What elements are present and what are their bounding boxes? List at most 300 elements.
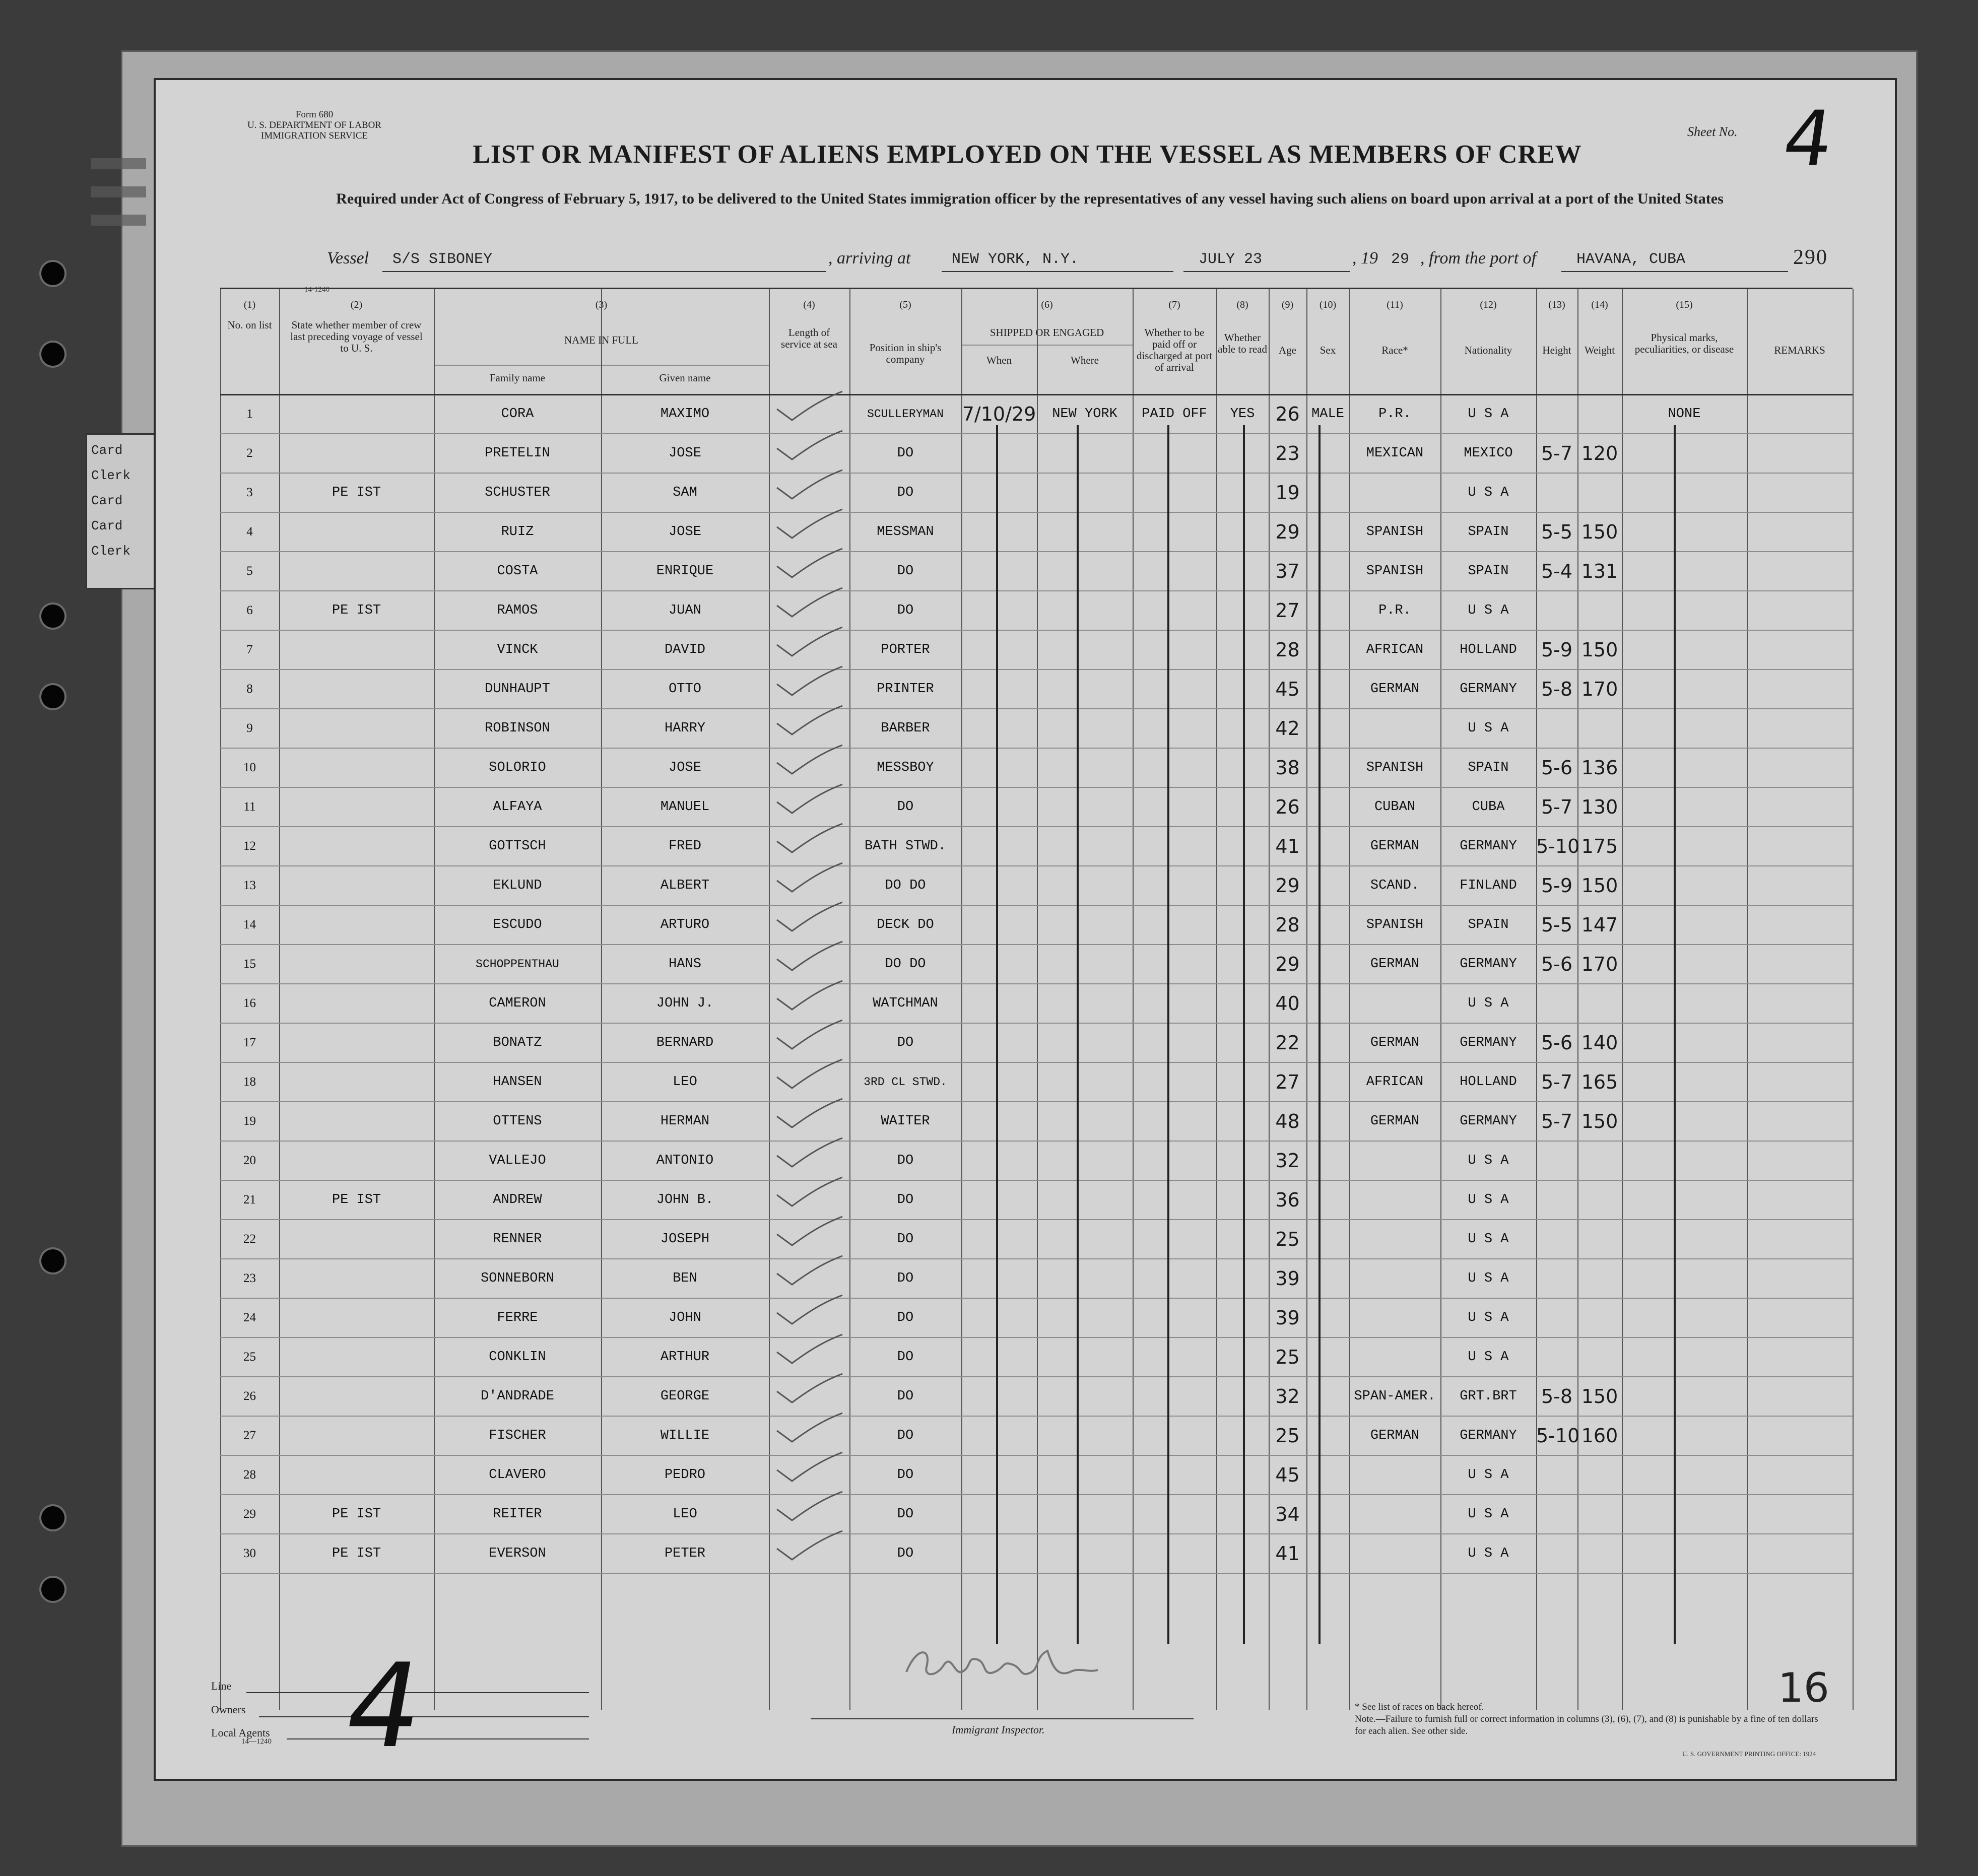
cell-race — [1349, 1146, 1440, 1176]
cell-family: BONATZ — [493, 1035, 542, 1050]
row-rule — [220, 826, 1853, 827]
cell-age: 28 — [1275, 639, 1300, 661]
service-check-stroke — [777, 1177, 842, 1206]
cell-nationality: U S A — [1468, 1271, 1509, 1286]
row-rule — [220, 1180, 1853, 1181]
column-rule — [1853, 289, 1854, 1710]
service-check-icon — [772, 1489, 847, 1524]
form-header — [236, 109, 392, 141]
binder-hole — [41, 343, 64, 366]
service-check-stroke — [777, 1452, 842, 1481]
cell-family: CLAVERO — [489, 1467, 546, 1483]
cell-given: HARRY — [664, 721, 705, 736]
cell-given: JOSE — [669, 760, 701, 775]
vessel-label: Vessel — [327, 249, 369, 267]
cell-position: DO — [897, 1035, 914, 1050]
cell-age: 23 — [1275, 442, 1300, 464]
cell-position: PORTER — [881, 642, 930, 657]
cell-height — [1536, 1146, 1577, 1176]
service-check-stroke — [777, 706, 842, 734]
service-check-stroke — [777, 431, 842, 459]
header-when: When — [986, 354, 1012, 366]
cell-age: 32 — [1275, 1150, 1300, 1172]
cell-position: DO — [897, 1271, 914, 1286]
cell-weight — [1577, 1224, 1622, 1254]
cell-age: 45 — [1275, 1464, 1300, 1486]
cell-height: 5-9 — [1541, 639, 1573, 661]
row-rule — [220, 512, 1853, 513]
footer-notes — [1355, 1701, 1828, 1737]
cell-prev — [279, 1106, 434, 1136]
cell-family: ESCUDO — [493, 917, 542, 932]
cell-position: BARBER — [881, 721, 930, 736]
cell-age: 28 — [1275, 914, 1300, 936]
cell-age: 38 — [1275, 757, 1300, 779]
port-underline — [1561, 271, 1788, 272]
owners-field — [259, 1716, 589, 1717]
ditto-line — [1077, 425, 1079, 1644]
row-rule — [220, 1416, 1853, 1417]
cell-height: 5-6 — [1541, 1032, 1573, 1054]
cell-position: DO — [897, 1507, 914, 1522]
cell-race: GERMAN — [1370, 1114, 1420, 1129]
cell-race: GERMAN — [1370, 839, 1420, 854]
cell-given: ARTURO — [660, 917, 710, 932]
cell-nationality: GERMANY — [1460, 682, 1517, 697]
page-title: LIST OR MANIFEST OF ALIENS EMPLOYED ON THE VESSEL AS MEMBERS OF CREW — [473, 140, 1582, 169]
service-check-icon — [772, 1253, 847, 1289]
cell-family: COSTA — [497, 564, 538, 579]
service-check-stroke — [777, 391, 842, 420]
cell-given: PEDRO — [664, 1467, 705, 1483]
sheet-number: 4 — [1778, 95, 1838, 183]
cell-family: ALFAYA — [493, 799, 542, 815]
header-subrule — [961, 345, 1133, 346]
cell-given: JOHN B. — [656, 1192, 714, 1208]
cell-age: 34 — [1275, 1503, 1300, 1525]
cell-age: 26 — [1275, 403, 1300, 425]
cell-position: DO — [897, 1310, 914, 1325]
binder-hole — [41, 1578, 64, 1601]
page-id: 290 — [1793, 246, 1828, 269]
cell-nationality: CUBA — [1472, 799, 1505, 815]
department-name: U. S. DEPARTMENT OF LABOR — [247, 120, 381, 130]
cell-family: CORA — [501, 407, 534, 422]
header-c6-num: (6) — [1041, 299, 1053, 310]
cell-position: WATCHMAN — [873, 996, 938, 1011]
cell-weight: 170 — [1581, 678, 1618, 700]
cell-given: JOSEPH — [660, 1232, 710, 1247]
cell-prev — [279, 831, 434, 861]
cell-prev — [279, 1028, 434, 1058]
binder-hole — [41, 1249, 64, 1272]
header-c3: NAME IN FULL — [564, 334, 638, 346]
cell-weight — [1577, 399, 1622, 429]
cell-height: 5-7 — [1541, 796, 1573, 818]
service-check-icon — [772, 507, 847, 542]
cell-position: DO — [897, 485, 914, 500]
cell-nationality: GERMANY — [1460, 1428, 1517, 1443]
row-rule — [220, 1337, 1853, 1338]
line-label: Line — [211, 1680, 232, 1692]
cell-age: 22 — [1275, 1032, 1300, 1054]
side-card-line: Clerk — [91, 544, 131, 559]
row-rule — [220, 787, 1853, 788]
service-check-icon — [772, 664, 847, 699]
service-check-stroke — [777, 549, 842, 577]
cell-given: PETER — [664, 1546, 705, 1561]
cell-nationality: SPAIN — [1468, 564, 1509, 579]
side-card-line: Clerk — [91, 468, 131, 483]
cell-given: JOSE — [669, 446, 701, 461]
cell-nationality: GERMANY — [1460, 1035, 1517, 1050]
cell-position: DO — [897, 1546, 914, 1561]
column-rule — [961, 289, 962, 1710]
cell-prev — [279, 1421, 434, 1451]
cell-position: MESSMAN — [877, 524, 934, 540]
cell-weight: 150 — [1581, 521, 1618, 543]
cell-prev — [279, 910, 434, 940]
cell-no: 17 — [243, 1036, 256, 1049]
cell-race: GERMAN — [1370, 1035, 1420, 1050]
cell-given: GEORGE — [660, 1389, 710, 1404]
cell-height: 5-10 — [1536, 835, 1580, 857]
owners-label: Owners — [211, 1703, 246, 1716]
cell-nationality: U S A — [1468, 1350, 1509, 1365]
binder-hole — [41, 685, 64, 708]
service-check-icon — [772, 585, 847, 621]
cell-height: 5-6 — [1541, 757, 1573, 779]
printing-office: U. S. GOVERNMENT PRINTING OFFICE: 1924 — [1682, 1750, 1816, 1758]
cell-race: GERMAN — [1370, 957, 1420, 972]
service-check-icon — [772, 1057, 847, 1092]
service-check-icon — [772, 1371, 847, 1406]
cell-age: 27 — [1275, 1071, 1300, 1093]
cell-family: ANDREW — [493, 1192, 542, 1208]
arriving-label: , arriving at — [828, 249, 911, 267]
service-check-icon — [772, 1018, 847, 1053]
cell-family: PRETELIN — [485, 446, 550, 461]
row-rule — [220, 1101, 1853, 1102]
header-c11-num: (11) — [1387, 299, 1403, 310]
row-rule — [220, 748, 1853, 749]
header-c10: Sex — [1320, 344, 1336, 356]
cell-prev — [279, 438, 434, 468]
arrival-date: JULY 23 — [1199, 251, 1263, 268]
binder-hole — [41, 262, 64, 285]
ditto-line — [1674, 425, 1676, 1644]
cell-age: 40 — [1275, 992, 1300, 1015]
cell-age: 37 — [1275, 560, 1300, 582]
cell-age: 39 — [1275, 1307, 1300, 1329]
service-check-icon — [772, 428, 847, 463]
header-c12-num: (12) — [1480, 299, 1497, 310]
cell-no: 21 — [243, 1193, 256, 1207]
column-rule — [769, 289, 770, 1710]
service-check-stroke — [777, 1492, 842, 1520]
header-c8: Whether able to read — [1218, 331, 1267, 355]
cell-family: DUNHAUPT — [485, 682, 550, 697]
cell-no: 13 — [243, 879, 256, 892]
cell-race — [1349, 1538, 1440, 1569]
row-rule — [220, 551, 1853, 552]
column-rule — [1622, 289, 1623, 1710]
cell-family: OTTENS — [493, 1114, 542, 1129]
inspector-label: Immigrant Inspector. — [952, 1723, 1045, 1736]
cell-age: 39 — [1275, 1267, 1300, 1290]
cell-given: LEO — [673, 1075, 697, 1090]
header-c2-num: (2) — [350, 299, 363, 310]
cell-nationality: SPAIN — [1468, 760, 1509, 775]
service-check-icon — [772, 625, 847, 660]
cell-race — [1349, 713, 1440, 744]
cell-no: 6 — [246, 604, 253, 617]
cell-weight — [1577, 1146, 1622, 1176]
cell-height: 5-8 — [1541, 678, 1573, 700]
penalty-note: Note.—Failure to furnish full or correct information in columns (3), (6), (7), and (8) is punishable by a fine of ten dollars for each alien. See other side. — [1355, 1714, 1818, 1736]
signature-line — [811, 1718, 1194, 1719]
service-check-stroke — [777, 666, 842, 695]
cell-prev — [279, 792, 434, 822]
cell-nationality: U S A — [1468, 1153, 1509, 1168]
cell-race — [1349, 1263, 1440, 1294]
cell-height — [1536, 1342, 1577, 1372]
service-check-stroke — [777, 784, 842, 813]
cell-no: 9 — [246, 721, 253, 735]
cell-height — [1536, 595, 1577, 626]
cell-weight: 120 — [1581, 442, 1618, 464]
cell-prev — [279, 1146, 434, 1176]
header-c9: Age — [1279, 344, 1296, 356]
cell-height — [1536, 478, 1577, 508]
service-check-icon — [772, 939, 847, 974]
row-rule — [220, 1141, 1853, 1142]
cell-prev — [279, 1263, 434, 1294]
races-note: * See list of races on back hereof. — [1355, 1702, 1484, 1712]
header-remarks: REMARKS — [1774, 344, 1825, 356]
header-c5: Position in ship's company — [869, 342, 942, 365]
header-c13-num: (13) — [1548, 299, 1565, 310]
cell-race: AFRICAN — [1366, 1075, 1424, 1090]
cell-family: VINCK — [497, 642, 538, 657]
cell-family: SCHOPPENTHAU — [476, 958, 559, 971]
cell-race: GERMAN — [1370, 1428, 1420, 1443]
cell-age: 29 — [1275, 521, 1300, 543]
cell-no: 4 — [246, 525, 253, 539]
cell-weight — [1577, 1303, 1622, 1333]
cell-no: 8 — [246, 682, 253, 696]
service-check-stroke — [777, 824, 842, 852]
header-c4-num: (4) — [803, 299, 815, 310]
row-rule — [220, 669, 1853, 670]
service-check-icon — [772, 978, 847, 1014]
date-underline — [1183, 271, 1350, 272]
cell-given: JOHN — [669, 1310, 701, 1325]
service-check-stroke — [777, 1413, 842, 1442]
service-check-icon — [772, 860, 847, 896]
service-check-stroke — [777, 1531, 842, 1560]
cell-race — [1349, 1460, 1440, 1490]
cell-given: DAVID — [664, 642, 705, 657]
cell-height: 5-5 — [1541, 914, 1573, 936]
vessel-underline — [382, 271, 826, 272]
cell-position: WAITER — [881, 1114, 930, 1129]
service-check-icon — [772, 743, 847, 778]
service-check-stroke — [777, 863, 842, 892]
cell-age: 19 — [1275, 482, 1300, 504]
handwritten-list-number: 4 — [335, 1639, 433, 1774]
header-c6: SHIPPED OR ENGAGED — [990, 326, 1104, 339]
cell-no: 1 — [246, 407, 253, 421]
cell-nationality: U S A — [1468, 407, 1509, 422]
cell-weight — [1577, 988, 1622, 1019]
inspector-signature — [896, 1637, 1108, 1697]
cell-nationality: U S A — [1468, 1546, 1509, 1561]
cell-position: DO — [897, 446, 914, 461]
header-c4: Length of service at sea — [781, 326, 837, 350]
cell-family: FERRE — [497, 1310, 538, 1325]
cell-prev — [279, 870, 434, 901]
service-check-stroke — [777, 942, 842, 970]
service-check-stroke — [777, 745, 842, 774]
cell-no: 14 — [243, 918, 256, 931]
service-check-stroke — [777, 1099, 842, 1127]
service-check-icon — [772, 389, 847, 424]
cell-nationality: SPAIN — [1468, 917, 1509, 932]
row-rule — [220, 1219, 1853, 1220]
cell-no: 7 — [246, 643, 253, 656]
cell-family: CONKLIN — [489, 1350, 546, 1365]
cell-given: ARTHUR — [660, 1350, 710, 1365]
cell-weight — [1577, 1185, 1622, 1215]
cell-prev — [279, 1224, 434, 1254]
cell-nationality: GRT.BRT — [1460, 1389, 1517, 1404]
row-rule — [220, 708, 1853, 709]
cell-no: 25 — [243, 1350, 256, 1364]
row-rule — [220, 905, 1853, 906]
cell-no: 10 — [243, 761, 256, 774]
cell-no: 3 — [246, 486, 253, 499]
cell-height — [1536, 1303, 1577, 1333]
cell-weight: 150 — [1581, 1385, 1618, 1408]
header-c14: Weight — [1584, 344, 1615, 356]
cell-no: 27 — [243, 1429, 256, 1442]
cell-position: DO DO — [885, 957, 926, 972]
agents-field — [287, 1738, 589, 1739]
header-c7: Whether to be paid off or discharged at port of arrival — [1136, 326, 1213, 373]
cell-weight — [1577, 1342, 1622, 1372]
cell-nationality: HOLLAND — [1460, 1075, 1517, 1090]
column-rule — [1747, 289, 1748, 1710]
cell-nationality: U S A — [1468, 1192, 1509, 1208]
cell-nationality: U S A — [1468, 996, 1509, 1011]
cell-prev — [279, 713, 434, 744]
arriving-underline — [942, 271, 1173, 272]
service-check-icon — [772, 782, 847, 817]
cell-age: 48 — [1275, 1110, 1300, 1132]
cell-family: GOTTSCH — [489, 839, 546, 854]
cell-position: DO — [897, 1153, 914, 1168]
cell-no: 2 — [246, 446, 253, 460]
cell-prev — [279, 399, 434, 429]
cell-height — [1536, 1185, 1577, 1215]
cell-nationality: FINLAND — [1460, 878, 1517, 893]
cell-age: 26 — [1275, 796, 1300, 818]
cell-age: 42 — [1275, 717, 1300, 740]
row-rule — [220, 983, 1853, 984]
cell-height: 5-5 — [1541, 521, 1573, 543]
cell-no: 19 — [243, 1114, 256, 1128]
cell-no: 29 — [243, 1507, 256, 1521]
service-check-stroke — [777, 627, 842, 656]
service-check-icon — [772, 1450, 847, 1485]
cell-prev — [279, 556, 434, 586]
cell-nationality: U S A — [1468, 721, 1509, 736]
cell-prev — [279, 949, 434, 979]
binder-hole — [41, 605, 64, 628]
cell-weight — [1577, 1460, 1622, 1490]
cell-prev — [279, 1460, 434, 1490]
cell-race: SCAND. — [1370, 878, 1420, 893]
column-rule — [1133, 289, 1134, 1710]
cell-race: AFRICAN — [1366, 642, 1424, 657]
cell-position: DO — [897, 1389, 914, 1404]
cell-given: ENRIQUE — [656, 564, 714, 579]
cell-prev — [279, 988, 434, 1019]
ditto-line — [1318, 425, 1321, 1644]
cell-position: SCULLERYMAN — [867, 408, 944, 421]
cell-given: OTTO — [669, 682, 701, 697]
cell-given: HERMAN — [660, 1114, 710, 1129]
cell-given: ANTONIO — [656, 1153, 714, 1168]
cell-given: SAM — [673, 485, 697, 500]
row-rule — [220, 1376, 1853, 1377]
cell-family: EVERSON — [489, 1546, 546, 1561]
page-subtitle: Required under Act of Congress of February 5, 1917, to be delivered to the United States immigration officer by the representatives of any vessel having such aliens on board upon arrival at a port of the United States — [336, 190, 1724, 207]
cell-age: 45 — [1275, 678, 1300, 700]
cell-position: DO — [897, 1232, 914, 1247]
header-c5-num: (5) — [899, 299, 911, 310]
cell-position: DO — [897, 799, 914, 815]
service-check-icon — [772, 703, 847, 739]
cell-weight — [1577, 595, 1622, 626]
cell-read: YES — [1230, 407, 1255, 422]
cell-weight — [1577, 1263, 1622, 1294]
cell-nationality: U S A — [1468, 603, 1509, 618]
row-rule — [220, 433, 1853, 434]
cell-family: SONNEBORN — [481, 1271, 554, 1286]
cell-given: JOSE — [669, 524, 701, 540]
cell-position: PRINTER — [877, 682, 934, 697]
cell-no: 16 — [243, 996, 256, 1010]
row-rule — [220, 473, 1853, 474]
local-agents-label: Local Agents — [211, 1726, 270, 1739]
cell-given: MAXIMO — [660, 407, 710, 422]
cell-weight: 147 — [1581, 914, 1618, 936]
cell-family: RUIZ — [501, 524, 534, 540]
header-c7-num: (7) — [1168, 299, 1180, 310]
cell-when: 7/10/29 — [962, 403, 1036, 425]
cell-height — [1536, 1263, 1577, 1294]
column-rule — [1216, 289, 1217, 1710]
side-card-line: Card — [91, 518, 123, 533]
cell-prev — [279, 517, 434, 547]
cell-no: 12 — [243, 839, 256, 853]
cell-race: MEXICAN — [1366, 446, 1424, 461]
cell-family: FISCHER — [489, 1428, 546, 1443]
cell-prev — [279, 674, 434, 704]
binder-hole — [41, 1506, 64, 1529]
